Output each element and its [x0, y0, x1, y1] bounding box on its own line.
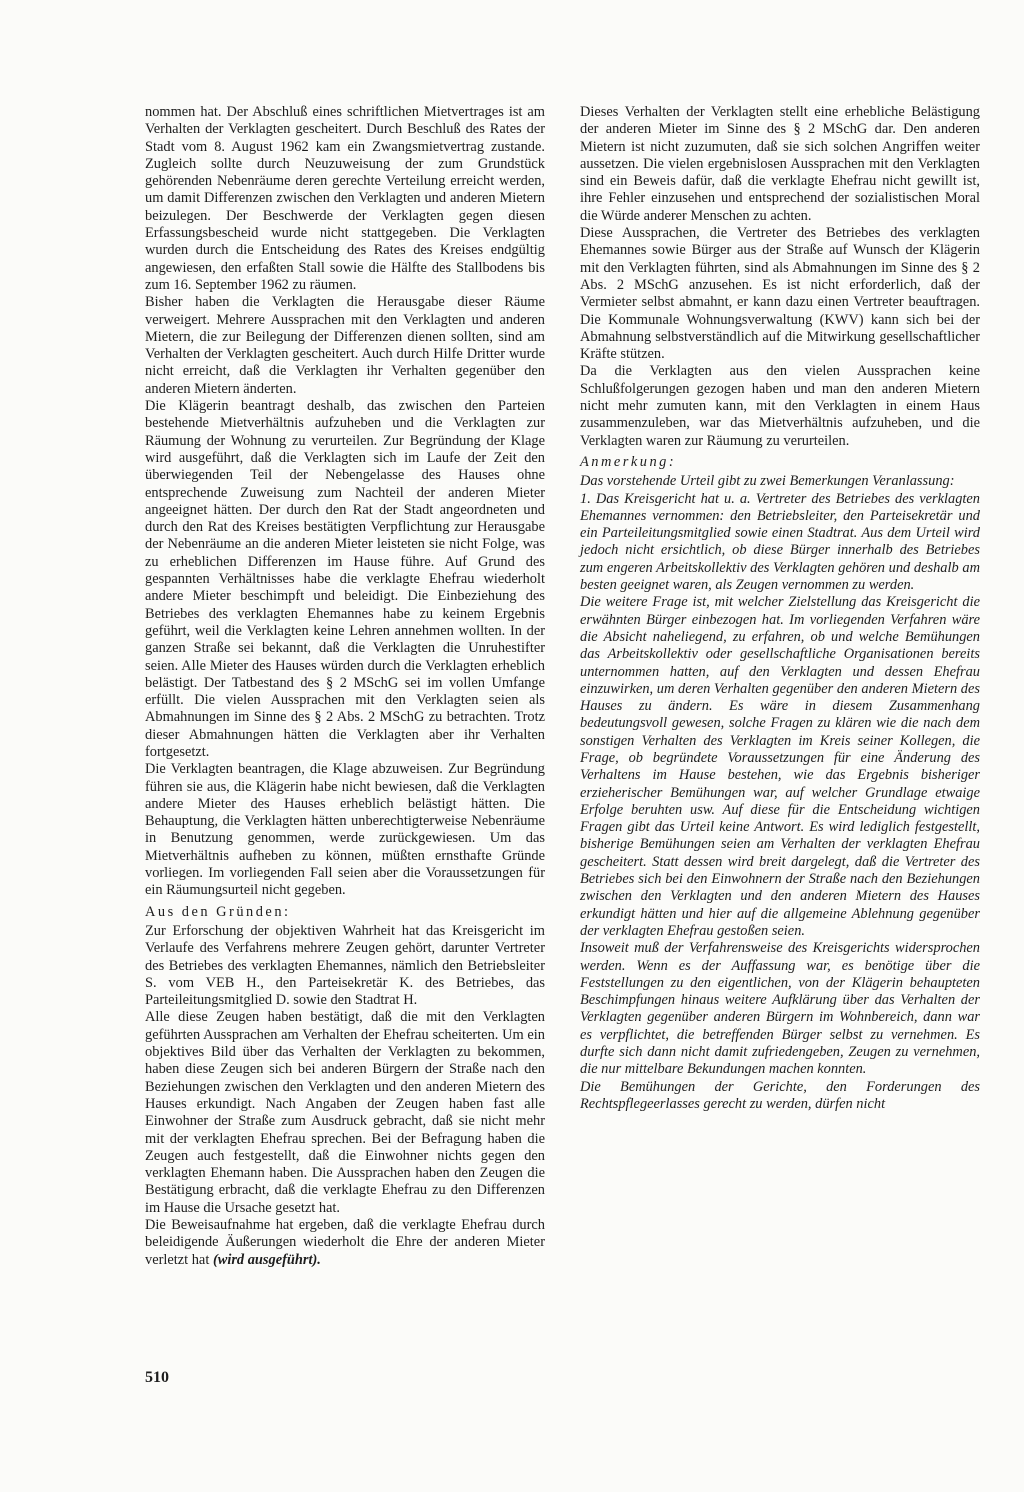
paragraph: Zur Erforschung der objektiven Wahrheit hat das Kreisgericht im Verlaufe des Verfahrens mehrere Zeugen gehört, darunter Vertreter des Betriebes des verklagten Ehemannes, nämlich den Betriebsleiter S. vom VEB H., den Parteisekretär K. des Betriebes, das Parteileitungsmitglied D. sowie den Stadtrat H. — [145, 922, 545, 1009]
paragraph: Das vorstehende Urteil gibt zu zwei Bemerkungen Veranlassung: — [580, 473, 955, 490]
paragraph — [145, 1217, 545, 1269]
paragraph: Die Verklagten beantragen, die Klage abzuweisen. Zur Begründung führen sie aus, die Klägerin habe nicht bewiesen, daß die Verklagten andere Mieter des Hauses erheblich belästigt hätten. Die Behauptung, die Verklagten hätten unberechtigterweise Nebenräume in Benutzung genommen, werde zurückgewiesen. Um das Mietverhältnis aufheben zu können, müßten ernsthafte Gründe vorliegen. Im vorliegenden Fall seien aber die Voraussetzungen für ein Räumungsurteil nicht gegeben. — [145, 761, 545, 899]
right-column — [580, 104, 980, 1113]
page-number: 510 — [145, 1369, 169, 1386]
section-heading: Anmerkung: — [580, 453, 677, 470]
paragraph: Die Bemühungen der Gerichte, den Forderungen des Rechtspflegeerlasses gerecht zu werden, dürfen nicht — [580, 1078, 980, 1112]
section-heading: Aus den Gründen: — [145, 903, 291, 920]
paragraph: Dieses Verhalten der Verklagten stellt eine erhebliche Belästigung der anderen Mieter im Sinne des § 2 MSchG dar. Den anderen Mietern ist nicht zuzumuten, daß sie sich solchen Angriffen weiter aussetzen. Die vielen ergebnislosen Aussprachen mit den Verklagten sind ein Beweis dafür, daß die verklagte Ehefrau nicht gewillt ist, ihre Fehler einzusehen und entsprechend der sozialistischen Moral die Würde anderer Menschen zu achten. — [580, 104, 980, 224]
emphasis-text: (wird ausgeführt). — [212, 1251, 321, 1268]
paragraph-text: Die Beweisaufnahme hat ergeben, daß die verklagte Ehefrau durch beleidigende Äußerungen wiederholt die Ehre der anderen Mieter verletzt hat — [145, 1217, 545, 1268]
paragraph: 1. Das Kreisgericht hat u. a. Vertreter des Betriebes des verklagten Ehemannes vernommen: den Betriebsleiter, den Parteisekretär und ein Parteileitungsmitglied sowie einen Stadtrat. Aus dem Urteil wird jedoch nicht ersichtlich, ob diese Bürger innerhalb des Betriebes zum engeren Arbeitskollektiv des Verklagten gehören und deshalb am besten geeignet waren, als Zeugen vernommen zu werden. — [580, 490, 980, 594]
left-column — [145, 104, 545, 1269]
paragraph: Die Klägerin beantragt deshalb, das zwischen den Parteien bestehende Mietverhältnis aufzuheben und die Verklagten zur Räumung der Wohnung zu verurteilen. Zur Begründung der Klage wird ausgeführt, daß die Verklagten sich im Laufe der Zeit den überwiegenden Teil der Nebengelasse des Hauses ohne entsprechende Zuweisung zum Nachteil der anderen Mieter angeeignet hätten. Der durch den Rat der Stadt angeordneten und durch den Rat des Kreises bestätigten Verpflichtung zur Herausgabe der Nebenräume an die anderen Mieter leisteten sie nicht Folge, was zu erheblichen Differenzen im Hause führe. Auf Grund des gespannten Verhältnisses habe die verklagte Ehefrau wiederholt andere Mieter beschimpft und beleidigt. Die Einbeziehung des Betriebes des verklagten Ehemannes habe zu keinem Ergebnis geführt, weil die Verklagten keine Lehren annehmen wollten. In der ganzen Straße sei bekannt, daß die Verklagten die Unruhestifter seien. Alle Mieter des Hauses würden durch die Verklagten erheblich belästigt. Der Tatbestand des § 2 MSchG sei im vollen Umfange erfüllt. Die vielen Aussprachen mit den Verklagten seien als Abmahnungen im Sinne des § 2 Abs. 2 MSchG zu betrachten. Trotz dieser Abmahnungen hätten die Verklagten aber ihr Verhalten fortgesetzt. — [145, 398, 545, 760]
paragraph: Da die Verklagten aus den vielen Aussprachen keine Schlußfolgerungen gezogen haben und man den anderen Mietern nicht mehr zumuten kann, mit den Verklagten in einem Haus zusammenzuleben, war das Mietverhältnis aufzuheben, und die Verklagten waren zur Räumung zu verurteilen. — [580, 363, 980, 449]
paragraph: Insoweit muß der Verfahrensweise des Kreisgerichts widersprochen werden. Wenn es der Auffassung war, es benötige über die Feststellungen zu den eigentlichen, von der Klägerin behaupteten Beschimpfungen hinaus weitere Aufklärung über das Verhalten der Verklagten gegenüber anderen Bürgern im Wohnbereich, dann war es verpflichtet, die betreffenden Bürger selbst zu vernehmen. Es durfte sich dann nicht damit zufriedengeben, Zeugen zu vernehmen, die nur mittelbare Bekundungen machen konnten. — [580, 940, 980, 1078]
paragraph: Bisher haben die Verklagten die Herausgabe dieser Räume verweigert. Mehrere Aussprachen mit den Verklagten und anderen Mietern, die zur Beilegung der Differenzen dienen sollten, sind am Verhalten der Verklagten gescheitert. Auch durch Hilfe Dritter wurde nicht erreicht, daß die Verklagten ihr Verhalten gegenüber den anderen Mietern änderten. — [145, 294, 545, 397]
paragraph: Alle diese Zeugen haben bestätigt, daß die mit den Verklagten geführten Aussprachen am Verhalten der Ehefrau scheiterten. Um ein objektives Bild über das Verhalten der Verklagten zu bekommen, haben diese Zeugen sich bei anderen Bürgern der Straße nach den Beziehungen zwischen den Verklagten und den anderen Mietern des Hauses erkundigt. Nach Angaben der Zeugen haben fast alle Einwohner der Straße zum Ausdruck gebracht, daß sie nicht mehr mit der verklagten Ehefrau sprechen. Bei der Befragung haben die Zeugen auch festgestellt, daß die Einwohner nichts gegen den verklagten Ehemann haben. Die Aussprachen haben den Zeugen die Bestätigung erbracht, daß die verklagte Ehefrau zu den Differenzen im Hause die Ursache gesetzt hat. — [145, 1009, 545, 1216]
paragraph: Die weitere Frage ist, mit welcher Zielstellung das Kreisgericht die erwähnten Bürger einbezogen hat. Im vorliegenden Verfahren wäre die Absicht naheliegend, zu erfahren, ob und welche Bemühungen das Arbeitskollektiv oder gesellschaftliche Organisationen bereits unternommen hatten, auf den Verklagten und dessen Ehefrau einzuwirken, um deren Verhalten gegenüber den anderen Mietern des Hauses zu ändern. Es wäre in diesem Zusammenhang bedeutungsvoll gewesen, solche Fragen zu klären wie die nach dem sonstigen Verhalten des Verklagten im Kreis seiner Kollegen, die Frage, ob begründete Voraussetzungen für eine Änderung des Verhaltens im Hause bestehen, wie das Ergebnis bisheriger erzieherischer Bemühungen war, auf welcher Grundlage etwaige Erfolge beruhten usw. Auf diese für die Entscheidung wichtigen Fragen gibt das Urteil keine Antwort. Es wird lediglich festgestellt, bisherige Bemühungen seien am Verhalten der verklagten Ehefrau gescheitert. Statt dessen wird breit dargelegt, daß die Vertreter des Betriebes sich bei den Einwohnern der Straße nach den Beziehungen zwischen den Verklagten und den anderen Mietern des Hauses erkundigt hätten und hier auf die allgemeine Ablehnung gegenüber der verklagten Ehefrau gestoßen seien. — [580, 594, 980, 939]
paragraph: Diese Aussprachen, die Vertreter des Betriebes des verklagten Ehemannes sowie Bürger aus der Straße auf Wunsch der Klägerin mit den Verklagten führten, sind als Abmahnungen im Sinne des § 2 Abs. 2 MSchG anzusehen. Es ist nicht erforderlich, daß der Vermieter selbst abmahnt, er kann dazu einen Vertreter beauftragen. Die Kommunale Wohnungsverwaltung (KWV) kann sich bei der Abmahnung selbstverständlich auf die Mitwirkung gesellschaftlicher Kräfte stützen. — [580, 225, 980, 363]
paragraph: nommen hat. Der Abschluß eines schriftlichen Mietvertrages ist am Verhalten der Verklagten gescheitert. Durch Beschluß des Rates der Stadt vom 8. August 1962 kam ein Zwangsmietvertrag zustande. Zugleich sollte durch Neuzuweisung der zum Grundstück gehörenden Nebenräume deren gerechte Verteilung erreicht werden, um damit Differenzen zwischen den Verklagten und anderen Mietern beizulegen. Der Beschwerde der Verklagten gegen diesen Erfassungsbescheid wurde nicht stattgegeben. Die Verklagten wurden durch die Entscheidung des Rates des Kreises endgültig angewiesen, den erfaßten Stall sowie die Hälfte des Stallbodens bis zum 16. September 1962 zu räumen. — [145, 104, 545, 293]
